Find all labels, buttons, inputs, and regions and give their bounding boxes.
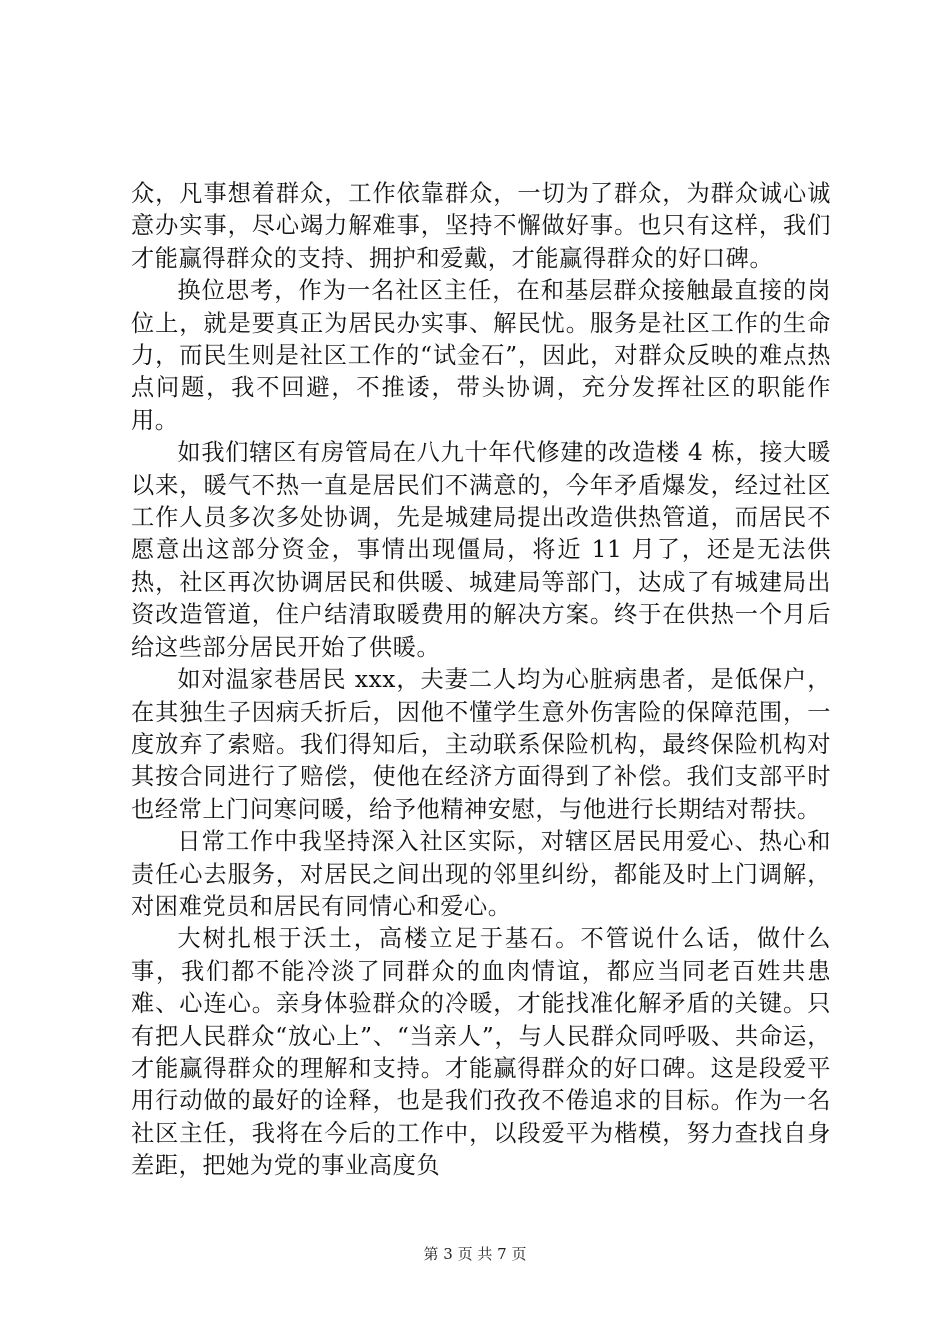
paragraph-6: 大树扎根于沃土，高楼立足于基石。不管说什么话，做什么事，我们都不能冷淡了同群众的血肉情谊，都应当同老百姓共患难、心连心。亲身体验群众的冷暖，才能找准化解矛盾的关键。只有把人民群众“放心上”、“当亲人”，与人民群众同呼吸、共命运，才能赢得群众的理解和支持。才能赢得群众的好口碑。这是段爱平用行动做的最好的诠释，也是我们孜孜不倦追求的目标。作为一名社区主任，我将在今后的工作中，以段爱平为楷模，努力查找自身差距，把她为党的事业高度负 [131, 925, 831, 1180]
paragraph-5: 日常工作中我坚持深入社区实际，对辖区居民用爱心、热心和责任心去服务，对居民之间出现的邻里纠纷，都能及时上门调解，对困难党员和居民有同情心和爱心。 [131, 828, 831, 920]
paragraph-2: 换位思考，作为一名社区主任，在和基层群众接触最直接的岗位上，就是要真正为居民办实事、解民忧。服务是社区工作的生命力，而民生则是社区工作的“试金石”，因此，对群众反映的难点热点问题，我不回避，不推诿，带头协调，充分发挥社区的职能作用。 [131, 277, 831, 434]
paragraph-4: 如对温家巷居民 xxx，夫妻二人均为心脏病患者，是低保户，在其独生子因病夭折后，因他不懂学生意外伤害险的保障范围，一度放弃了索赔。我们得知后，主动联系保险机构，最终保险机构对其按合同进行了赔偿，使他在经济方面得到了补偿。我们支部平时也经常上门问寒问暖，给予他精神安慰，与他进行长期结对帮扶。 [131, 666, 831, 823]
paragraph-3: 如我们辖区有房管局在八九十年代修建的改造楼 4 栋，接大暖以来，暖气不热一直是居民们不满意的，今年矛盾爆发，经过社区工作人员多次多处协调，先是城建局提出改造供热管道，而居民不愿意出这部分资金，事情出现僵局，将近 11 月了，还是无法供热，社区再次协调居民和供暖、城建局等部门，达成了有城建局出资改造管道，住户结清取暖费用的解决方案。终于在供热一个月后给这些部分居民开始了供暖。 [131, 439, 831, 661]
paragraph-1: 众，凡事想着群众，工作依靠群众，一切为了群众，为群众诚心诚意办实事，尽心竭力解难事，坚持不懈做好事。也只有这样，我们才能赢得群众的支持、拥护和爱戴，才能赢得群众的好口碑。 [131, 180, 831, 272]
page-number-footer: 第 3 页 共 7 页 [423, 1245, 527, 1263]
body-text [131, 178, 831, 1183]
